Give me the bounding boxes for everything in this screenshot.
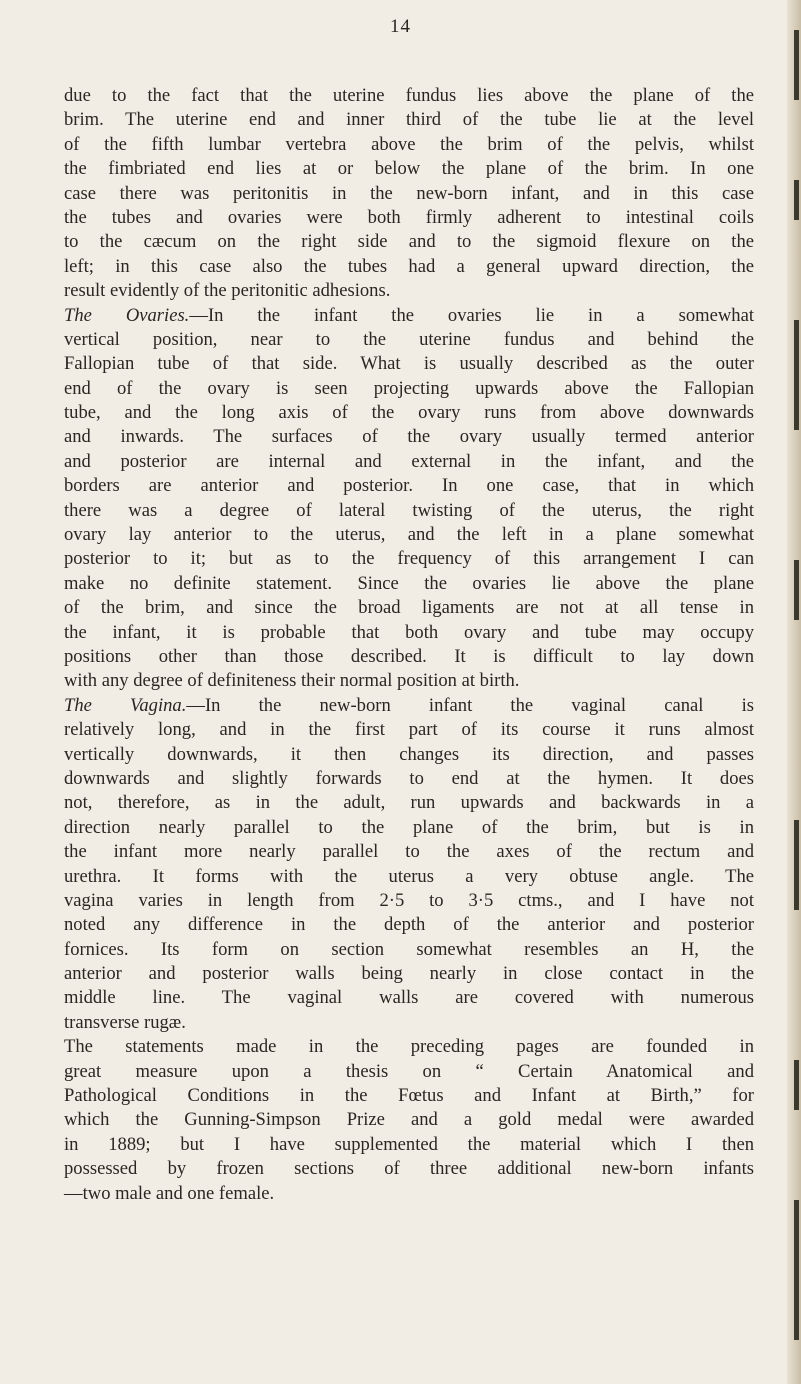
line-text: urethra. It forms with the uterus a very obtuse angle. The bbox=[64, 865, 754, 887]
line-text: posterior to it; but as to the frequency of this arrangement I can bbox=[64, 548, 754, 570]
text-line bbox=[64, 499, 754, 523]
paragraph bbox=[64, 304, 754, 694]
text-line bbox=[64, 279, 754, 303]
text-line bbox=[64, 157, 754, 181]
text-line bbox=[64, 865, 754, 889]
text-line bbox=[64, 84, 754, 108]
text-line bbox=[64, 304, 754, 328]
line-text: brim. The uterine end and inner third of the tube lie at the level bbox=[64, 109, 754, 131]
text-line bbox=[64, 645, 754, 669]
edge-shadow-mark bbox=[794, 1060, 799, 1110]
line-text: of the brim, and since the broad ligaments are not at all tense in bbox=[64, 597, 754, 619]
page-edge bbox=[787, 0, 801, 1384]
line-text: —two male and one female. bbox=[64, 1182, 275, 1204]
text-line bbox=[64, 669, 754, 693]
text-line bbox=[64, 694, 754, 718]
text-line bbox=[64, 816, 754, 840]
text-line bbox=[64, 889, 754, 913]
line-text: the fimbriated end lies at or below the plane of the brim. In one bbox=[64, 158, 754, 180]
text-line bbox=[64, 206, 754, 230]
text-line bbox=[64, 401, 754, 425]
line-text: downwards and slightly forwards to end at the hymen. It does bbox=[64, 767, 754, 789]
line-text: not, therefore, as in the adult, run upwards and backwards in a bbox=[64, 792, 754, 814]
line-text: due to the fact that the uterine fundus lies above the plane of the bbox=[64, 85, 754, 106]
line-text: vertically downwards, it then changes its direction, and passes bbox=[64, 743, 754, 765]
line-text: fornices. Its form on section somewhat resembles an H, the bbox=[64, 938, 754, 960]
line-text: end of the ovary is seen projecting upwards above the Fallopian bbox=[64, 377, 754, 399]
line-text: tube, and the long axis of the ovary runs from above downwards bbox=[64, 402, 754, 424]
line-text: anterior and posterior walls being nearly in close contact in the bbox=[64, 963, 754, 985]
line-text: case there was peritonitis in the new-born infant, and in this case bbox=[64, 182, 754, 204]
text-line bbox=[64, 230, 754, 254]
text-line bbox=[64, 1133, 754, 1157]
line-text: make no definite statement. Since the ovaries lie above the plane bbox=[64, 572, 754, 594]
text-line bbox=[64, 377, 754, 401]
text-line bbox=[64, 791, 754, 815]
text-line bbox=[64, 986, 754, 1010]
paragraph bbox=[64, 84, 754, 304]
text-line bbox=[64, 621, 754, 645]
text-line bbox=[64, 108, 754, 132]
line-text: Fallopian tube of that side. What is usually described as the outer bbox=[64, 353, 754, 375]
line-text: the tubes and ovaries were both firmly adherent to intestinal coils bbox=[64, 206, 754, 228]
line-text: great measure upon a thesis on “ Certain Anatomical and bbox=[64, 1060, 754, 1082]
line-text: the infant, it is probable that both ovary and tube may occupy bbox=[64, 621, 754, 643]
text-line bbox=[64, 1035, 754, 1059]
text-line bbox=[64, 718, 754, 742]
section-heading: The Ovaries. bbox=[64, 304, 190, 326]
line-text: the infant more nearly parallel to the axes of the rectum and bbox=[64, 841, 754, 863]
text-line bbox=[64, 547, 754, 571]
text-line bbox=[64, 1108, 754, 1132]
line-text: positions other than those described. It is difficult to lay down bbox=[64, 645, 754, 667]
edge-shadow-mark bbox=[794, 180, 799, 220]
edge-shadow-mark bbox=[794, 560, 799, 620]
text-line bbox=[64, 938, 754, 962]
edge-shadow-mark bbox=[794, 820, 799, 910]
line-text: to the cæcum on the right side and to the sigmoid flexure on the bbox=[64, 231, 754, 253]
line-text: in 1889; but I have supplemented the material which I then bbox=[64, 1133, 754, 1155]
line-text: with any degree of definiteness their normal position at birth. bbox=[64, 670, 520, 692]
text-line bbox=[64, 450, 754, 474]
line-text: there was a degree of lateral twisting of the uterus, the right bbox=[64, 499, 754, 521]
line-text: vagina varies in length from 2·5 to 3·5 ctms., and I have not bbox=[64, 889, 754, 911]
text-line bbox=[64, 572, 754, 596]
line-text: The statements made in the preceding pages are founded in bbox=[64, 1036, 754, 1058]
line-text: —In the infant the ovaries lie in a somewhat bbox=[189, 304, 754, 326]
text-line bbox=[64, 743, 754, 767]
line-text: direction nearly parallel to the plane of the brim, but is in bbox=[64, 816, 754, 838]
text-line bbox=[64, 596, 754, 620]
text-line bbox=[64, 1084, 754, 1108]
line-text: possessed by frozen sections of three additional new-born infants bbox=[64, 1158, 754, 1180]
edge-shadow-mark bbox=[794, 320, 799, 430]
body-text bbox=[64, 84, 754, 1206]
text-line bbox=[64, 1182, 754, 1206]
text-line bbox=[64, 523, 754, 547]
text-line bbox=[64, 182, 754, 206]
line-text: vertical position, near to the uterine fundus and behind the bbox=[64, 328, 754, 350]
line-text: result evidently of the peritonitic adhesions. bbox=[64, 280, 391, 302]
line-text: left; in this case also the tubes had a general upward direction, the bbox=[64, 255, 754, 277]
line-text: middle line. The vaginal walls are covered with numerous bbox=[64, 987, 754, 1009]
section-heading: The Vagina. bbox=[64, 694, 187, 716]
text-line bbox=[64, 1157, 754, 1181]
text-line bbox=[64, 767, 754, 791]
text-line bbox=[64, 840, 754, 864]
text-line bbox=[64, 962, 754, 986]
text-line bbox=[64, 255, 754, 279]
edge-shadow-mark bbox=[794, 30, 799, 100]
line-text: borders are anterior and posterior. In one case, that in which bbox=[64, 475, 754, 497]
line-text: of the fifth lumbar vertebra above the brim of the pelvis, whilst bbox=[64, 133, 754, 155]
text-line bbox=[64, 474, 754, 498]
line-text: Pathological Conditions in the Fœtus and Infant at Birth,” for bbox=[64, 1085, 754, 1107]
line-text: which the Gunning-Simpson Prize and a gold medal were awarded bbox=[64, 1109, 754, 1131]
line-text: relatively long, and in the first part of its course it runs almost bbox=[64, 719, 754, 741]
text-line bbox=[64, 1011, 754, 1035]
edge-shadow-mark bbox=[794, 1200, 799, 1340]
line-text: ovary lay anterior to the uterus, and the left in a plane somewhat bbox=[64, 524, 754, 546]
text-line bbox=[64, 425, 754, 449]
line-text: noted any difference in the depth of the anterior and posterior bbox=[64, 914, 754, 936]
text-line bbox=[64, 133, 754, 157]
page-number: 14 bbox=[390, 16, 411, 37]
line-text: and posterior are internal and external in the infant, and the bbox=[64, 450, 754, 472]
line-text: —In the new-born infant the vaginal canal is bbox=[186, 694, 754, 716]
line-text: and inwards. The surfaces of the ovary usually termed anterior bbox=[64, 426, 754, 448]
paragraph bbox=[64, 1035, 754, 1206]
text-line bbox=[64, 352, 754, 376]
line-text: transverse rugæ. bbox=[64, 1011, 186, 1033]
text-line bbox=[64, 913, 754, 937]
text-line bbox=[64, 1060, 754, 1084]
paragraph bbox=[64, 694, 754, 1035]
text-line bbox=[64, 328, 754, 352]
